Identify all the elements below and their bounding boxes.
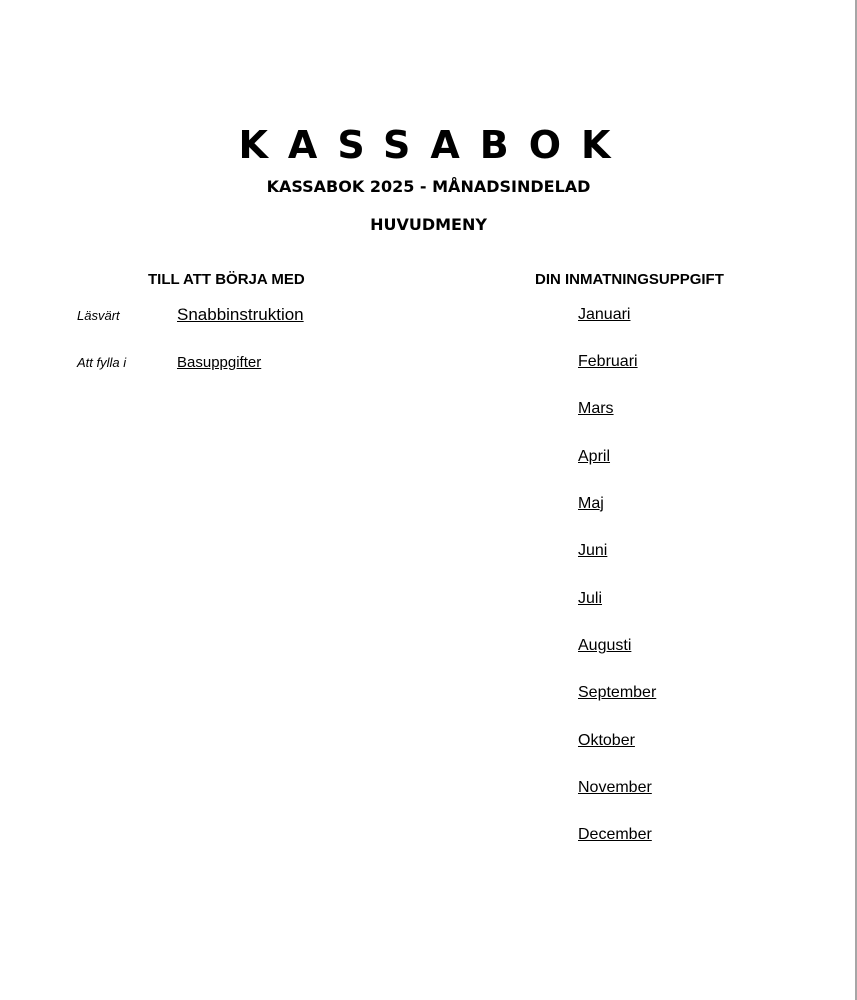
link-month-juli[interactable]: Juli <box>578 590 603 607</box>
link-month-januari[interactable]: Januari <box>578 306 631 323</box>
link-month-augusti[interactable]: Augusti <box>578 637 632 654</box>
link-month-juni[interactable]: Juni <box>578 542 608 559</box>
link-basic-info[interactable]: Basuppgifter <box>177 354 262 371</box>
link-month-september[interactable]: September <box>578 684 657 701</box>
note-worth-reading: Läsvärt <box>77 308 120 323</box>
link-quick-instructions[interactable]: Snabbinstruktion <box>177 305 304 324</box>
document-title: KASSABOK <box>238 123 631 167</box>
link-month-november[interactable]: November <box>578 779 652 796</box>
link-month-februari[interactable]: Februari <box>578 353 638 370</box>
input-task-heading: DIN INMATNINGSUPPGIFT <box>535 271 724 288</box>
document-subtitle: KASSABOK 2025 - MÅNADSINDELAD <box>266 177 591 196</box>
getting-started-heading: TILL ATT BÖRJA MED <box>148 271 305 288</box>
link-month-maj[interactable]: Maj <box>578 495 604 512</box>
link-month-december[interactable]: December <box>578 826 652 843</box>
note-to-fill-in: Att fylla i <box>77 355 127 370</box>
link-month-mars[interactable]: Mars <box>578 400 614 417</box>
main-menu-heading: HUVUDMENY <box>370 215 487 234</box>
link-month-oktober[interactable]: Oktober <box>578 732 635 749</box>
link-month-april[interactable]: April <box>578 448 611 465</box>
